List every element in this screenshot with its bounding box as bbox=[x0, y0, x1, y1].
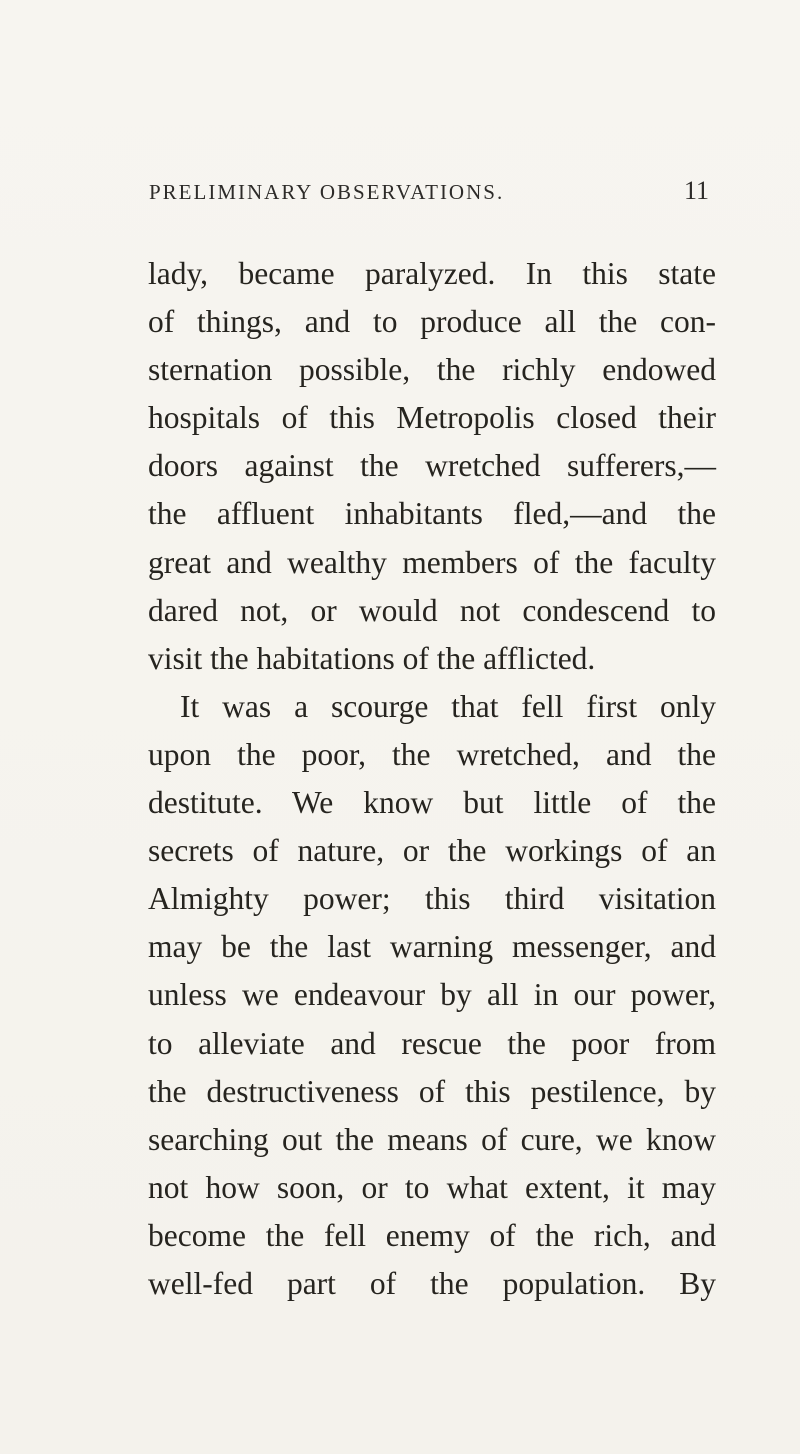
running-head bbox=[149, 176, 709, 216]
text-line: doors against the wretched sufferers,— bbox=[148, 448, 716, 484]
text-line: of things, and to produce all the con- bbox=[148, 304, 716, 340]
text-line: searching out the means of cure, we know bbox=[148, 1121, 716, 1157]
text-line: It was a scourge that fell first only bbox=[180, 688, 716, 724]
body-text bbox=[148, 250, 716, 1308]
text-line: not how soon, or to what extent, it may bbox=[148, 1169, 716, 1205]
text-line: upon the poor, the wretched, and the bbox=[148, 736, 716, 772]
text-line: lady, became paralyzed. In this state bbox=[148, 256, 716, 291]
text-line: to alleviate and rescue the poor from bbox=[148, 1025, 716, 1061]
text-line: secrets of nature, or the workings of an bbox=[148, 833, 716, 869]
page-number: 11 bbox=[683, 176, 709, 205]
text-line: great and wealthy members of the faculty bbox=[148, 544, 716, 580]
text-line: unless we endeavour by all in our power, bbox=[148, 977, 716, 1013]
text-line: become the fell enemy of the rich, and bbox=[148, 1217, 716, 1253]
running-head-title: PRELIMINARY OBSERVATIONS. bbox=[149, 180, 505, 204]
text-line: sternation possible, the richly endowed bbox=[148, 352, 716, 388]
text-line: dared not, or would not condescend to bbox=[148, 592, 716, 628]
text-line: the affluent inhabitants fled,—and the bbox=[148, 496, 716, 532]
text-line: Almighty power; this third visitation bbox=[148, 881, 716, 917]
text-line: visit the habitations of the afflicted. bbox=[148, 640, 596, 676]
text-line: hospitals of this Metropolis closed their bbox=[148, 400, 716, 436]
text-line: may be the last warning messenger, and bbox=[148, 929, 716, 965]
text-line: the destructiveness of this pestilence, by bbox=[148, 1073, 716, 1109]
text-line: destitute. We know but little of the bbox=[148, 785, 716, 821]
text-line: well-fed part of the population. By bbox=[148, 1265, 716, 1301]
